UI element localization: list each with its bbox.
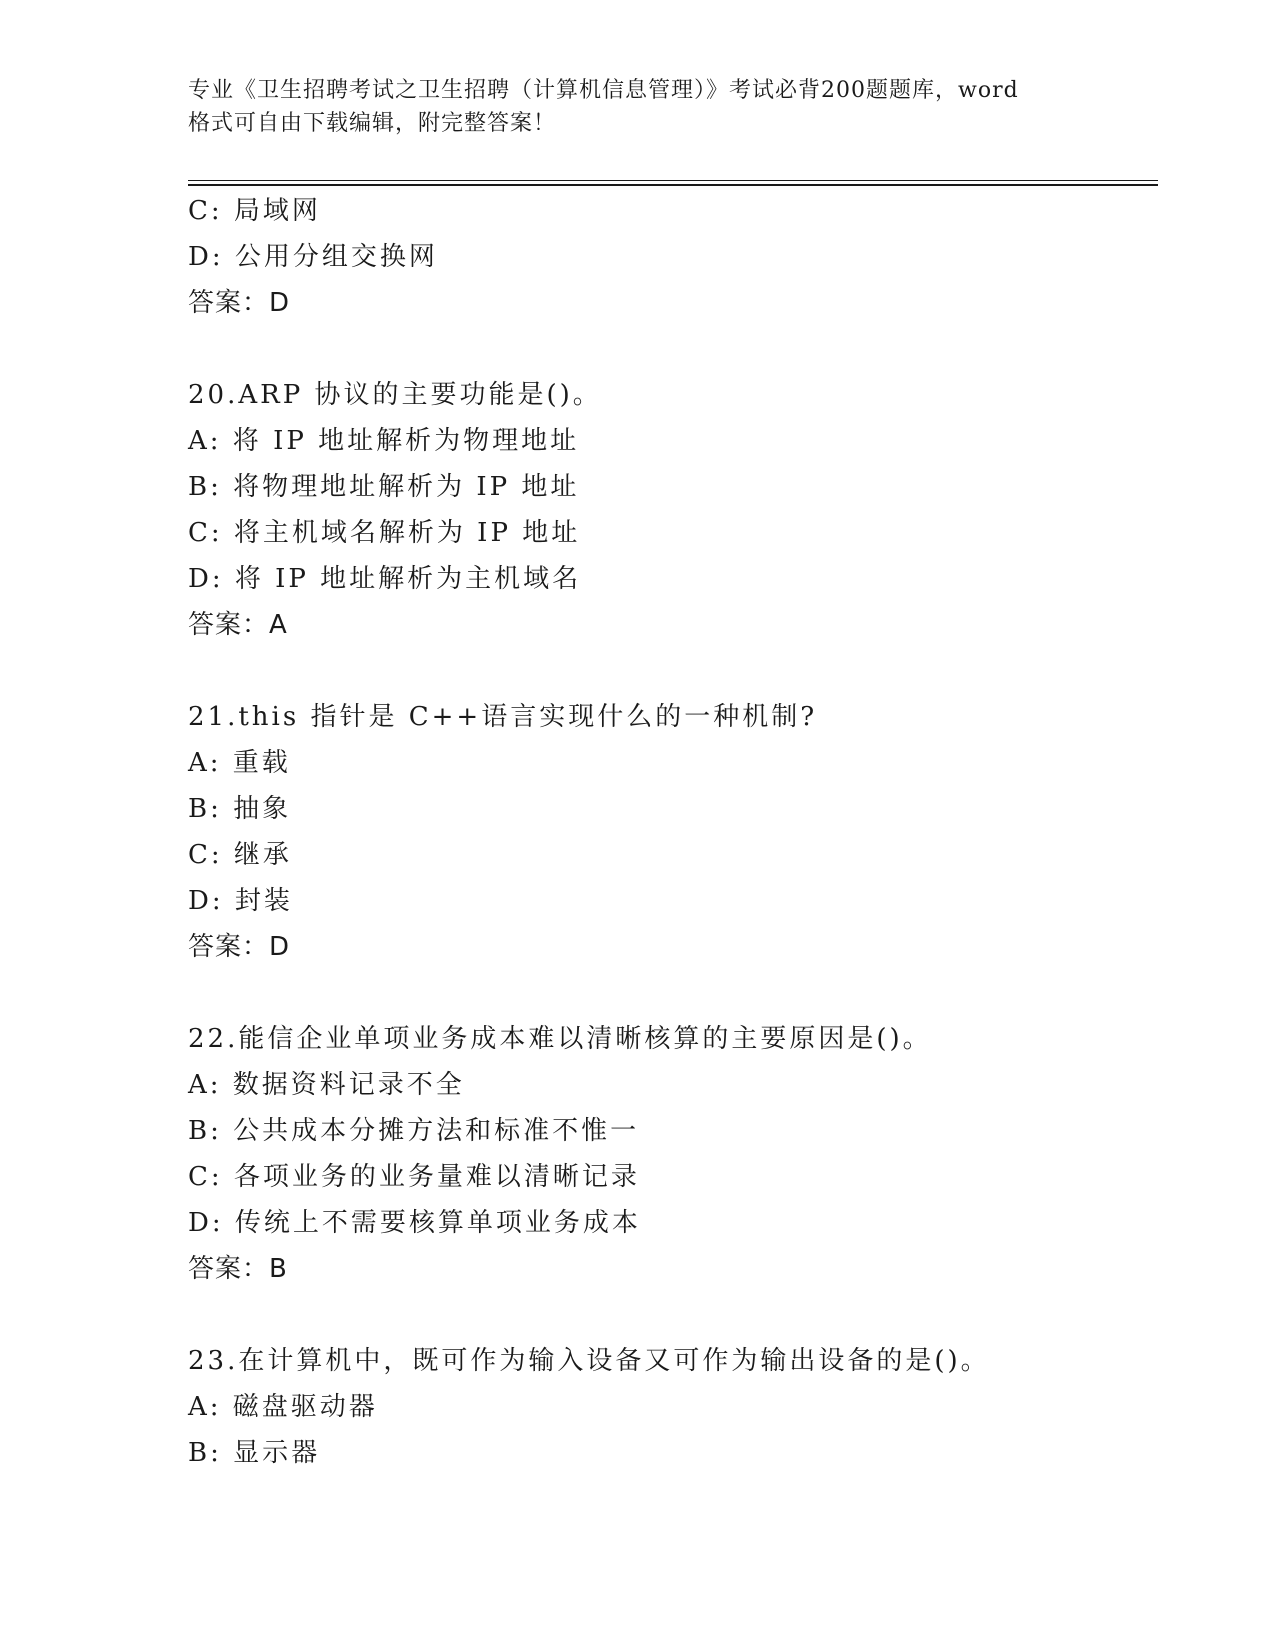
question-list (188, 188, 1158, 1476)
question-21 (188, 694, 1158, 970)
question-19-tail (188, 188, 1158, 326)
spacer (188, 1292, 1158, 1338)
answer-label: 答案：D (188, 288, 291, 318)
question-text: 21.this 指针是 C++语言实现什么的一种机制? (188, 702, 818, 732)
header-line-1: 专业《卫生招聘考试之卫生招聘（计算机信息管理）》考试必背200题题库，word (188, 78, 1019, 103)
option-b: B: 将物理地址解析为 IP 地址 (188, 472, 580, 502)
question-text: 20.ARP 协议的主要功能是()。 (188, 380, 602, 410)
option-c: C: 局域网 (188, 196, 321, 226)
document-header (188, 74, 1088, 140)
spacer (188, 970, 1158, 1016)
question-20 (188, 372, 1158, 648)
answer-label: 答案：A (188, 610, 288, 640)
option-c: C: 各项业务的业务量难以清晰记录 (188, 1162, 640, 1192)
option-c: C: 将主机域名解析为 IP 地址 (188, 518, 581, 548)
spacer (188, 326, 1158, 372)
question-text: 23.在计算机中，既可作为输入设备又可作为输出设备的是()。 (188, 1346, 990, 1376)
header-line-2: 格式可自由下载编辑，附完整答案！ (188, 111, 557, 136)
question-text: 22.能信企业单项业务成本难以清晰核算的主要原因是()。 (188, 1024, 932, 1054)
option-d: D: 传统上不需要核算单项业务成本 (188, 1208, 641, 1238)
answer-label: 答案：D (188, 932, 291, 962)
question-23 (188, 1338, 1158, 1476)
option-a: A: 将 IP 地址解析为物理地址 (188, 426, 580, 456)
option-a: A: 重载 (188, 748, 291, 778)
spacer (188, 648, 1158, 694)
question-22 (188, 1016, 1158, 1292)
header-divider-thick (188, 184, 1158, 186)
option-a: A: 磁盘驱动器 (188, 1392, 378, 1422)
option-c: C: 继承 (188, 840, 292, 870)
option-a: A: 数据资料记录不全 (188, 1070, 465, 1100)
option-b: B: 显示器 (188, 1438, 321, 1468)
option-d: D: 封装 (188, 886, 293, 916)
option-d: D: 公用分组交换网 (188, 242, 438, 272)
option-d: D: 将 IP 地址解析为主机域名 (188, 564, 582, 594)
answer-label: 答案：B (188, 1254, 288, 1284)
header-divider-thin (188, 180, 1158, 181)
option-b: B: 抽象 (188, 794, 292, 824)
option-b: B: 公共成本分摊方法和标准不惟一 (188, 1116, 640, 1146)
